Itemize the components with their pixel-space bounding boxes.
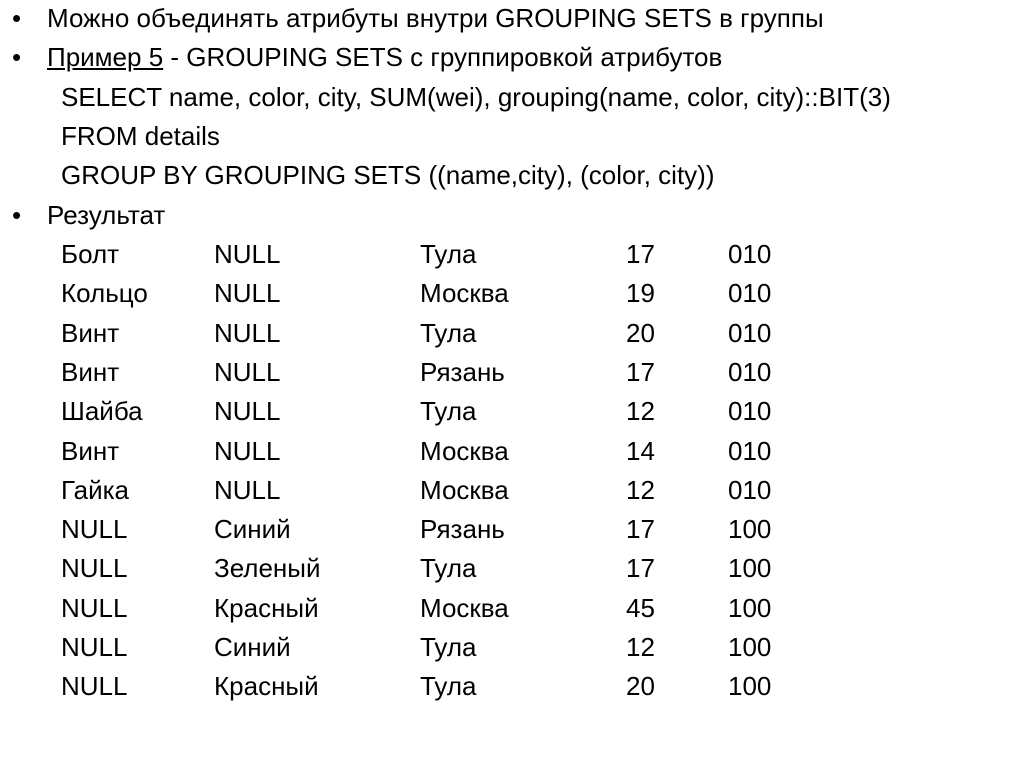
sum-cell: 17	[626, 357, 655, 387]
grouping-cell: 100	[728, 671, 772, 701]
sum-cell: 14	[626, 436, 655, 466]
sum-cell: 20	[626, 671, 655, 701]
color-cell: Красный	[214, 671, 319, 701]
color-cell: NULL	[214, 278, 281, 308]
city-cell: Москва	[420, 436, 509, 466]
example-link[interactable]: Пример 5	[47, 42, 164, 72]
sum-cell: 17	[626, 239, 655, 269]
bullet-text: Можно объединять атрибуты внутри GROUPING SETS в группы	[47, 3, 824, 33]
sum-cell: 45	[626, 593, 655, 623]
name-cell: NULL	[61, 632, 128, 662]
sum-cell: 12	[626, 632, 655, 662]
grouping-cell: 010	[728, 475, 772, 505]
city-cell: Тула	[420, 553, 477, 583]
sum-cell: 17	[626, 553, 655, 583]
sql-line-group-by: GROUP BY GROUPING SETS ((name,city), (color, city))	[61, 160, 715, 190]
city-cell: Тула	[420, 396, 477, 426]
city-cell: Москва	[420, 278, 509, 308]
name-cell: NULL	[61, 671, 128, 701]
grouping-cell: 100	[728, 514, 772, 544]
name-cell: Винт	[61, 357, 120, 387]
bullet-marker: •	[12, 3, 22, 33]
city-cell: Тула	[420, 239, 477, 269]
color-cell: NULL	[214, 318, 281, 348]
sum-cell: 19	[626, 278, 655, 308]
grouping-cell: 010	[728, 278, 772, 308]
city-cell: Рязань	[420, 357, 505, 387]
name-cell: Болт	[61, 239, 120, 269]
sum-cell: 12	[626, 475, 655, 505]
grouping-cell: 010	[728, 318, 772, 348]
grouping-cell: 100	[728, 553, 772, 583]
city-cell: Тула	[420, 671, 477, 701]
color-cell: Красный	[214, 593, 319, 623]
name-cell: NULL	[61, 553, 128, 583]
name-cell: NULL	[61, 593, 128, 623]
grouping-cell: 010	[728, 239, 772, 269]
bullet-text	[47, 42, 722, 72]
color-cell: Синий	[214, 632, 291, 662]
grouping-cell: 100	[728, 593, 772, 623]
grouping-cell: 010	[728, 436, 772, 466]
name-cell: Кольцо	[61, 278, 148, 308]
grouping-cell: 010	[728, 357, 772, 387]
example-description: - GROUPING SETS с группировкой атрибутов	[163, 42, 723, 72]
color-cell: Зеленый	[214, 553, 321, 583]
name-cell: Шайба	[61, 396, 143, 426]
sum-cell: 17	[626, 514, 655, 544]
color-cell: NULL	[214, 396, 281, 426]
color-cell: Синий	[214, 514, 291, 544]
bullet-text: Результат	[47, 200, 166, 230]
sum-cell: 20	[626, 318, 655, 348]
grouping-cell: 100	[728, 632, 772, 662]
color-cell: NULL	[214, 239, 281, 269]
name-cell: Гайка	[61, 475, 130, 505]
sql-line-from: FROM details	[61, 121, 220, 151]
name-cell: NULL	[61, 514, 128, 544]
city-cell: Москва	[420, 475, 509, 505]
grouping-cell: 010	[728, 396, 772, 426]
city-cell: Рязань	[420, 514, 505, 544]
sum-cell: 12	[626, 396, 655, 426]
bullet-marker: •	[12, 200, 22, 230]
bullet-marker: •	[12, 42, 22, 72]
color-cell: NULL	[214, 475, 281, 505]
sql-line-select: SELECT name, color, city, SUM(wei), grouping(name, color, city)::BIT(3)	[61, 82, 891, 112]
name-cell: Винт	[61, 318, 120, 348]
city-cell: Москва	[420, 593, 509, 623]
city-cell: Тула	[420, 318, 477, 348]
city-cell: Тула	[420, 632, 477, 662]
name-cell: Винт	[61, 436, 120, 466]
color-cell: NULL	[214, 357, 281, 387]
color-cell: NULL	[214, 436, 281, 466]
